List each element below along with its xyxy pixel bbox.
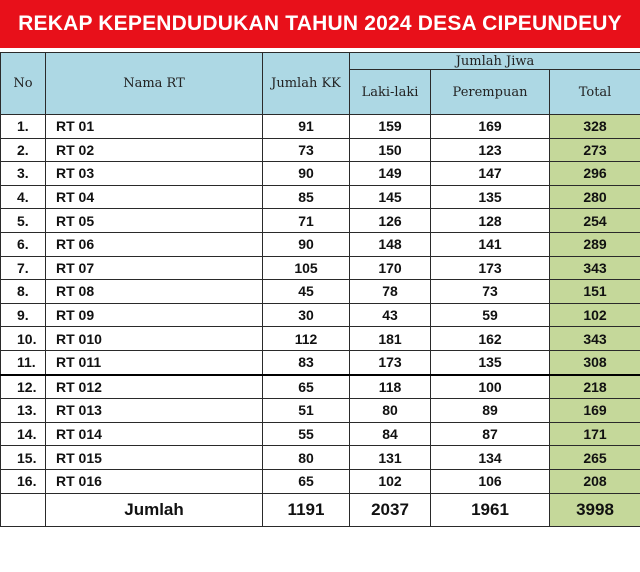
- cell-row-number: 7.: [1, 256, 46, 280]
- cell-jumlah-kk: 90: [263, 232, 350, 256]
- cell-jumlah-kk: 85: [263, 185, 350, 209]
- table-row: [1, 327, 640, 351]
- table-row: [1, 185, 640, 209]
- cell-total: 343: [550, 256, 640, 280]
- cell-jumlah-kk: 71: [263, 209, 350, 233]
- table-row: [1, 350, 640, 374]
- cell-row-number: 12.: [1, 375, 46, 399]
- cell-total: 102: [550, 303, 640, 327]
- table-row: [1, 446, 640, 470]
- cell-perempuan: 89: [431, 399, 550, 423]
- cell-perempuan: 173: [431, 256, 550, 280]
- cell-rt-name: RT 010: [46, 327, 263, 351]
- cell-rt-name: RT 015: [46, 446, 263, 470]
- cell-jumlah-kk: 83: [263, 350, 350, 374]
- cell-jumlah-kk: 30: [263, 303, 350, 327]
- cell-perempuan: 123: [431, 138, 550, 162]
- cell-rt-name: RT 016: [46, 469, 263, 493]
- cell-perempuan: 169: [431, 115, 550, 139]
- cell-laki-laki: 145: [350, 185, 431, 209]
- cell-laki-laki: 118: [350, 375, 431, 399]
- cell-total: 343: [550, 327, 640, 351]
- cell-total: 218: [550, 375, 640, 399]
- cell-laki-laki: 78: [350, 280, 431, 304]
- header-nama-rt: Nama RT: [46, 53, 263, 115]
- cell-total: 208: [550, 469, 640, 493]
- cell-row-number: 5.: [1, 209, 46, 233]
- cell-rt-name: RT 01: [46, 115, 263, 139]
- cell-row-number: 15.: [1, 446, 46, 470]
- cell-jumlah-kk: 65: [263, 469, 350, 493]
- cell-total: 273: [550, 138, 640, 162]
- table-row: [1, 209, 640, 233]
- cell-jumlah-kk: 80: [263, 446, 350, 470]
- cell-perempuan: 106: [431, 469, 550, 493]
- document-title: REKAP KEPENDUDUKAN TAHUN 2024 DESA CIPEUNDEUY: [0, 0, 640, 48]
- cell-perempuan: 135: [431, 350, 550, 374]
- cell-total: 280: [550, 185, 640, 209]
- table-row: [1, 280, 640, 304]
- cell-row-number: 9.: [1, 303, 46, 327]
- header-total: Total: [550, 70, 640, 115]
- cell-row-number: 3.: [1, 162, 46, 186]
- cell-perempuan: 141: [431, 232, 550, 256]
- footer-laki: 2037: [350, 493, 431, 526]
- cell-perempuan: 135: [431, 185, 550, 209]
- table-header: [1, 53, 640, 115]
- header-jumlah-jiwa: Jumlah Jiwa: [350, 53, 640, 70]
- cell-jumlah-kk: 51: [263, 399, 350, 423]
- population-table: [0, 52, 640, 527]
- table-row: [1, 162, 640, 186]
- cell-laki-laki: 150: [350, 138, 431, 162]
- cell-laki-laki: 43: [350, 303, 431, 327]
- cell-total: 169: [550, 399, 640, 423]
- cell-row-number: 8.: [1, 280, 46, 304]
- cell-row-number: 10.: [1, 327, 46, 351]
- cell-jumlah-kk: 91: [263, 115, 350, 139]
- table-row: [1, 115, 640, 139]
- cell-laki-laki: 102: [350, 469, 431, 493]
- table-body: [1, 115, 640, 494]
- footer-no-cell: [1, 493, 46, 526]
- cell-total: 289: [550, 232, 640, 256]
- cell-row-number: 2.: [1, 138, 46, 162]
- table-row: [1, 469, 640, 493]
- cell-total: 265: [550, 446, 640, 470]
- cell-laki-laki: 170: [350, 256, 431, 280]
- cell-jumlah-kk: 65: [263, 375, 350, 399]
- cell-jumlah-kk: 105: [263, 256, 350, 280]
- cell-perempuan: 147: [431, 162, 550, 186]
- cell-laki-laki: 80: [350, 399, 431, 423]
- table-row: [1, 399, 640, 423]
- cell-row-number: 14.: [1, 422, 46, 446]
- cell-rt-name: RT 04: [46, 185, 263, 209]
- cell-jumlah-kk: 112: [263, 327, 350, 351]
- cell-perempuan: 128: [431, 209, 550, 233]
- table-row: [1, 138, 640, 162]
- table-row: [1, 256, 640, 280]
- cell-jumlah-kk: 45: [263, 280, 350, 304]
- footer-total: 3998: [550, 493, 640, 526]
- cell-rt-name: RT 06: [46, 232, 263, 256]
- cell-total: 296: [550, 162, 640, 186]
- total-row: [1, 493, 640, 526]
- cell-row-number: 16.: [1, 469, 46, 493]
- cell-row-number: 11.: [1, 350, 46, 374]
- cell-perempuan: 134: [431, 446, 550, 470]
- cell-total: 328: [550, 115, 640, 139]
- cell-perempuan: 100: [431, 375, 550, 399]
- cell-laki-laki: 181: [350, 327, 431, 351]
- cell-perempuan: 73: [431, 280, 550, 304]
- cell-laki-laki: 148: [350, 232, 431, 256]
- table-row: [1, 375, 640, 399]
- cell-perempuan: 162: [431, 327, 550, 351]
- header-laki-laki: Laki-laki: [350, 70, 431, 115]
- footer-label: Jumlah: [46, 493, 263, 526]
- cell-rt-name: RT 08: [46, 280, 263, 304]
- cell-rt-name: RT 02: [46, 138, 263, 162]
- table-footer: [1, 493, 640, 526]
- cell-rt-name: RT 07: [46, 256, 263, 280]
- cell-rt-name: RT 09: [46, 303, 263, 327]
- cell-laki-laki: 131: [350, 446, 431, 470]
- cell-total: 171: [550, 422, 640, 446]
- header-no: No: [1, 53, 46, 115]
- cell-row-number: 6.: [1, 232, 46, 256]
- cell-rt-name: RT 011: [46, 350, 263, 374]
- cell-jumlah-kk: 55: [263, 422, 350, 446]
- table-row: [1, 232, 640, 256]
- cell-laki-laki: 84: [350, 422, 431, 446]
- cell-row-number: 13.: [1, 399, 46, 423]
- footer-perempuan: 1961: [431, 493, 550, 526]
- cell-total: 254: [550, 209, 640, 233]
- cell-rt-name: RT 012: [46, 375, 263, 399]
- cell-rt-name: RT 05: [46, 209, 263, 233]
- cell-rt-name: RT 013: [46, 399, 263, 423]
- cell-jumlah-kk: 90: [263, 162, 350, 186]
- cell-jumlah-kk: 73: [263, 138, 350, 162]
- table-row: [1, 422, 640, 446]
- footer-kk: 1191: [263, 493, 350, 526]
- cell-perempuan: 87: [431, 422, 550, 446]
- cell-total: 308: [550, 350, 640, 374]
- cell-rt-name: RT 03: [46, 162, 263, 186]
- cell-row-number: 1.: [1, 115, 46, 139]
- cell-laki-laki: 149: [350, 162, 431, 186]
- cell-perempuan: 59: [431, 303, 550, 327]
- cell-laki-laki: 159: [350, 115, 431, 139]
- header-perempuan: Perempuan: [431, 70, 550, 115]
- table-row: [1, 303, 640, 327]
- cell-rt-name: RT 014: [46, 422, 263, 446]
- cell-row-number: 4.: [1, 185, 46, 209]
- header-jumlah-kk: Jumlah KK: [263, 53, 350, 115]
- cell-laki-laki: 126: [350, 209, 431, 233]
- cell-total: 151: [550, 280, 640, 304]
- cell-laki-laki: 173: [350, 350, 431, 374]
